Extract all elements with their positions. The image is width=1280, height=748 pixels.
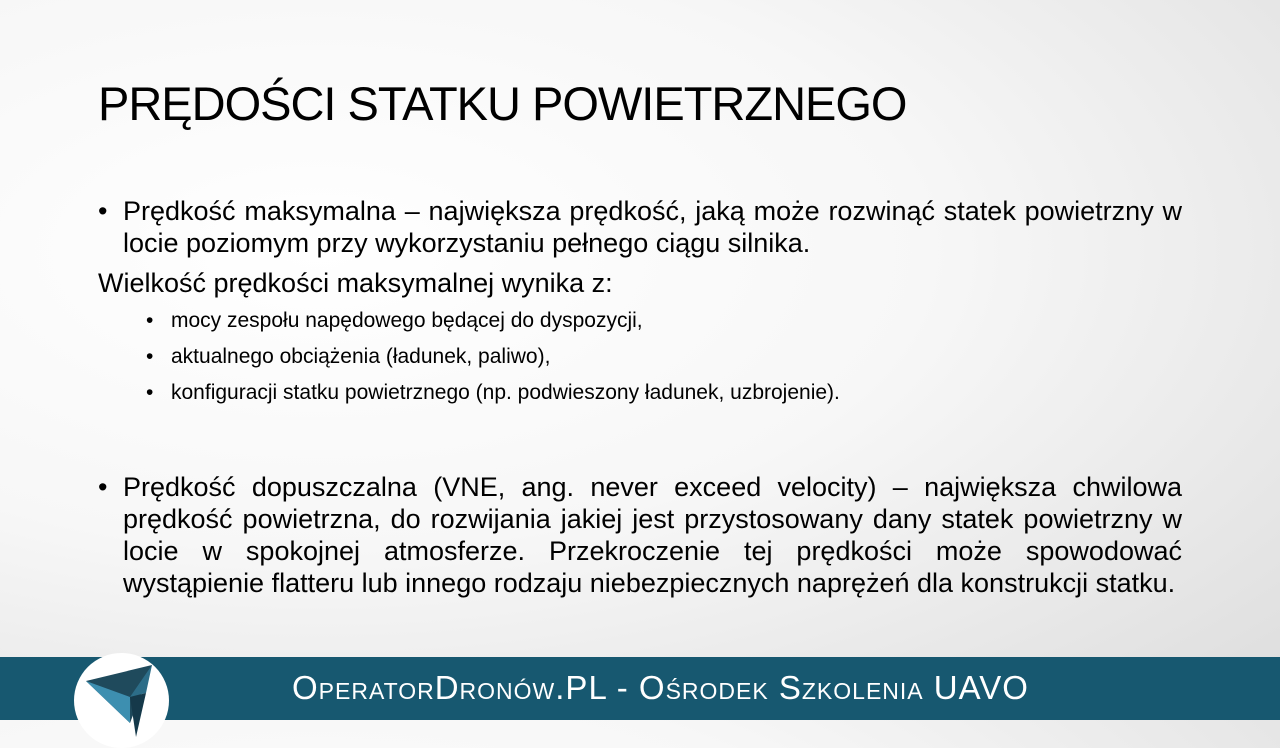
footer-text: OperatorDronów.PL - Ośrodek Szkolenia UAVO <box>292 669 1029 706</box>
slide-title: PRĘDOŚCI STATKU POWIETRZNEGO <box>98 77 907 130</box>
factors-intro: Wielkość prędkości maksymalnej wynika z: <box>98 268 613 298</box>
slide-content <box>98 195 1182 599</box>
list-item: • mocy zespołu napędowego będącej do dyspozycji, <box>146 303 1182 339</box>
factors-list <box>98 303 1182 411</box>
list-item: • konfiguracji statku powietrznego (np. podwieszony ładunek, uzbrojenie). <box>146 375 1182 411</box>
list-item: • aktualnego obciążenia (ładunek, paliwo), <box>146 339 1182 375</box>
paper-plane-drone-logo-icon <box>80 657 164 741</box>
logo <box>74 653 169 748</box>
bullet-max-speed: • Prędkość maksymalna – największa prędkość, jaką może rozwinąć statek powietrzny w locie poziomym przy wykorzystaniu pełnego ciągu silnika. <box>98 195 1182 259</box>
bullet-vne: • Prędkość dopuszczalna (VNE, ang. never exceed velocity) – największa chwilowa prędkość powietrzna, do rozwijania jakiej jest przystosowany dany statek powietrzny w locie w spokojnej atmosferze. Przekroczenie tej prędkości może spowodować wystąpienie flatteru lub innego rodzaju niebezpiecznych naprężeń dla konstrukcji statku. <box>98 471 1182 599</box>
